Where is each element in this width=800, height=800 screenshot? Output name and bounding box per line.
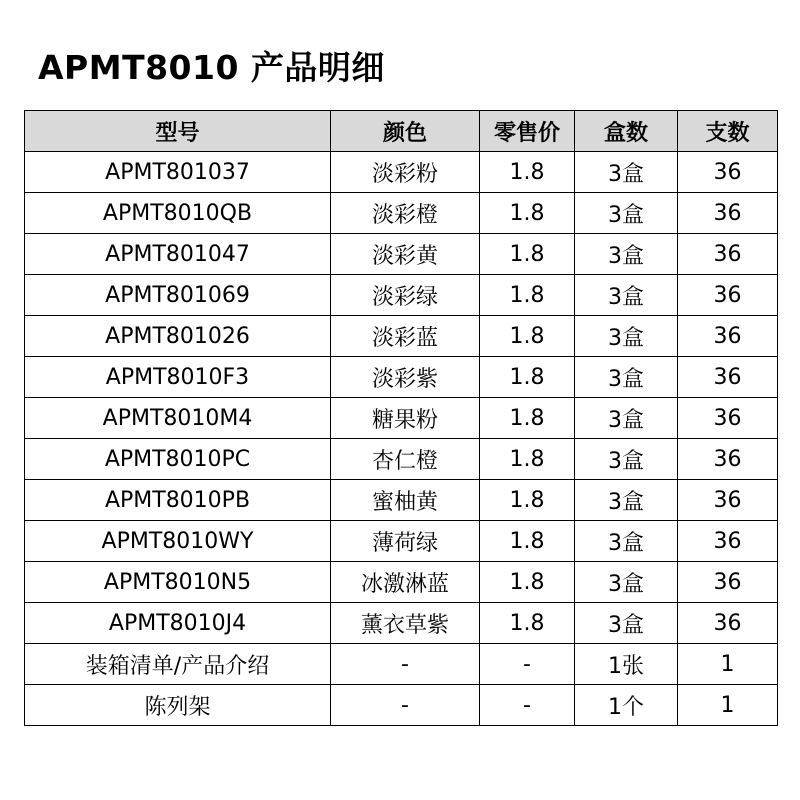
cell-color: 杏仁橙 <box>331 439 480 480</box>
cell-retail-price: 1.8 <box>480 398 575 439</box>
cell-box-count: 3盒 <box>575 316 678 357</box>
cell-piece-count: 36 <box>678 316 778 357</box>
cell-model: APMT801026 <box>25 316 331 357</box>
cell-color: 薄荷绿 <box>331 521 480 562</box>
cell-color: 淡彩绿 <box>331 275 480 316</box>
cell-piece-count: 36 <box>678 193 778 234</box>
table-row <box>25 152 778 193</box>
cell-piece-count: 36 <box>678 603 778 644</box>
cell-color: 淡彩橙 <box>331 193 480 234</box>
cell-model: APMT801037 <box>25 152 331 193</box>
page-title: APMT8010 产品明细 <box>38 48 385 87</box>
cell-retail-price: - <box>480 644 575 685</box>
cell-box-count: 3盒 <box>575 275 678 316</box>
cell-color: 糖果粉 <box>331 398 480 439</box>
header-retail-price: 零售价 <box>480 111 575 152</box>
cell-model: APMT8010N5 <box>25 562 331 603</box>
cell-model: 装箱清单/产品介绍 <box>25 644 331 685</box>
cell-model: APMT8010WY <box>25 521 331 562</box>
table-row <box>25 439 778 480</box>
table-row <box>25 398 778 439</box>
cell-piece-count: 1 <box>678 685 778 726</box>
cell-box-count: 3盒 <box>575 234 678 275</box>
table-row <box>25 357 778 398</box>
cell-box-count: 3盒 <box>575 480 678 521</box>
table-row <box>25 275 778 316</box>
cell-model: APMT801047 <box>25 234 331 275</box>
cell-model: APMT8010J4 <box>25 603 331 644</box>
cell-model: APMT8010F3 <box>25 357 331 398</box>
cell-piece-count: 36 <box>678 562 778 603</box>
cell-box-count: 1个 <box>575 685 678 726</box>
table-row <box>25 480 778 521</box>
cell-color: 蜜柚黄 <box>331 480 480 521</box>
table-row <box>25 644 778 685</box>
cell-retail-price: 1.8 <box>480 152 575 193</box>
cell-box-count: 3盒 <box>575 562 678 603</box>
table-row <box>25 685 778 726</box>
cell-box-count: 3盒 <box>575 193 678 234</box>
cell-piece-count: 36 <box>678 439 778 480</box>
cell-model: APMT8010M4 <box>25 398 331 439</box>
cell-color: - <box>331 685 480 726</box>
cell-piece-count: 1 <box>678 644 778 685</box>
cell-model: 陈列架 <box>25 685 331 726</box>
cell-retail-price: 1.8 <box>480 521 575 562</box>
cell-color: 冰激淋蓝 <box>331 562 480 603</box>
cell-retail-price: 1.8 <box>480 316 575 357</box>
table-row <box>25 234 778 275</box>
cell-piece-count: 36 <box>678 398 778 439</box>
cell-color: 淡彩黄 <box>331 234 480 275</box>
cell-piece-count: 36 <box>678 480 778 521</box>
cell-model: APMT8010PC <box>25 439 331 480</box>
cell-retail-price: 1.8 <box>480 357 575 398</box>
cell-box-count: 3盒 <box>575 603 678 644</box>
cell-piece-count: 36 <box>678 152 778 193</box>
header-color: 颜色 <box>331 111 480 152</box>
cell-box-count: 3盒 <box>575 521 678 562</box>
header-model: 型号 <box>25 111 331 152</box>
table-row <box>25 521 778 562</box>
table-header-row <box>25 111 778 152</box>
product-table <box>24 110 778 726</box>
cell-color: - <box>331 644 480 685</box>
header-box-count: 盒数 <box>575 111 678 152</box>
cell-model: APMT8010QB <box>25 193 331 234</box>
cell-retail-price: - <box>480 685 575 726</box>
table-row <box>25 316 778 357</box>
cell-retail-price: 1.8 <box>480 439 575 480</box>
cell-color: 薰衣草紫 <box>331 603 480 644</box>
cell-box-count: 3盒 <box>575 439 678 480</box>
cell-model: APMT801069 <box>25 275 331 316</box>
cell-piece-count: 36 <box>678 521 778 562</box>
cell-piece-count: 36 <box>678 357 778 398</box>
cell-box-count: 3盒 <box>575 357 678 398</box>
header-piece-count: 支数 <box>678 111 778 152</box>
cell-retail-price: 1.8 <box>480 562 575 603</box>
cell-piece-count: 36 <box>678 275 778 316</box>
cell-retail-price: 1.8 <box>480 234 575 275</box>
table-row <box>25 193 778 234</box>
cell-retail-price: 1.8 <box>480 480 575 521</box>
cell-box-count: 3盒 <box>575 398 678 439</box>
cell-model: APMT8010PB <box>25 480 331 521</box>
cell-color: 淡彩蓝 <box>331 316 480 357</box>
cell-color: 淡彩粉 <box>331 152 480 193</box>
cell-box-count: 3盒 <box>575 152 678 193</box>
cell-retail-price: 1.8 <box>480 193 575 234</box>
cell-box-count: 1张 <box>575 644 678 685</box>
cell-piece-count: 36 <box>678 234 778 275</box>
cell-retail-price: 1.8 <box>480 603 575 644</box>
table-row <box>25 562 778 603</box>
cell-color: 淡彩紫 <box>331 357 480 398</box>
table-row <box>25 603 778 644</box>
cell-retail-price: 1.8 <box>480 275 575 316</box>
